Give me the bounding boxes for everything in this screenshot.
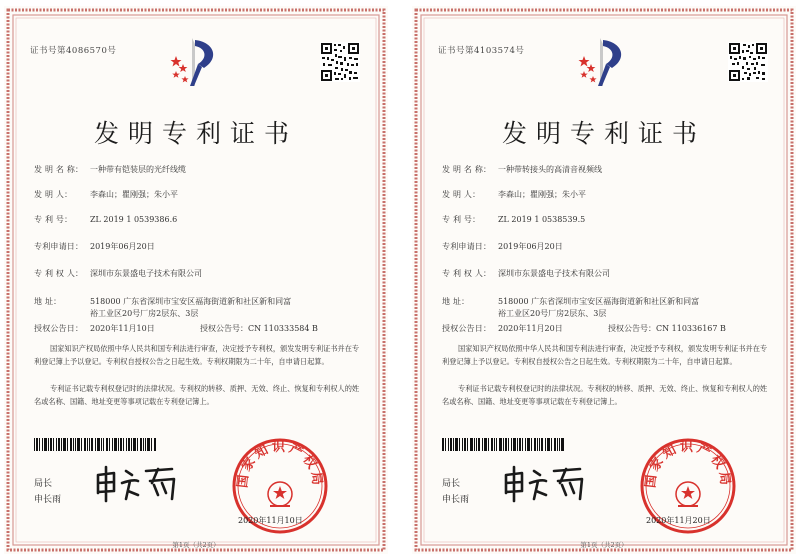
barcode-icon <box>34 438 156 451</box>
certificate-title: 发明专利证书 <box>93 119 298 148</box>
grant-statement: 国家知识产权局依照中华人民共和国专利法进行审查，决定授予专利权，颁发发明专利证书并在专利登记簿上予以登记。专利权自授权公告之日起生效。专利权期限为二十年，自申请日起算。 <box>34 344 360 366</box>
grant-number-row <box>200 323 318 334</box>
invention-name-value: 一种带转接头的高清音视频线 <box>498 165 602 174</box>
grant-number-value: CN 110336167 B <box>656 324 726 333</box>
grant-date-label: 授权公告日： <box>442 324 492 333</box>
patent-number-row <box>442 214 585 225</box>
director-title: 局长 <box>442 479 461 489</box>
certificate-number: 证书号第4086570号 <box>30 46 117 56</box>
patent-number-value: ZL 2019 1 0539386.6 <box>90 215 178 224</box>
invention-name-value: 一种带有铠装层的光纤线缆 <box>90 165 186 174</box>
patentee-value: 深圳市东景盛电子技术有限公司 <box>498 269 610 278</box>
filing-date-row <box>442 241 563 252</box>
patentee-row <box>34 268 202 279</box>
patent-number-label: 专 利 号： <box>442 215 481 224</box>
legal-status-statement: 专利证书记载专利权登记时的法律状况。专利权的转移、质押、无效、终止、恢复和专利权人的姓名或名称、国籍、地址变更等事项记载在专利登记簿上。 <box>442 384 768 406</box>
invention-name-row <box>34 164 186 175</box>
grant-number-row <box>608 323 726 334</box>
director-name: 申长雨 <box>442 495 470 505</box>
grant-number-label: 授权公告号： <box>200 324 248 333</box>
certificate-number: 证书号第4103574号 <box>438 46 525 56</box>
patent-certificate-1 <box>4 6 388 554</box>
inventor-row <box>34 189 178 200</box>
seal-date: 2020年11月20日 <box>646 516 711 525</box>
patentee-label: 专 利 权 人： <box>34 269 84 278</box>
address-row <box>442 296 699 307</box>
filing-date-value: 2019年06月20日 <box>498 242 563 251</box>
seal-text: 国家知识产权局 <box>235 439 325 489</box>
address-row <box>34 296 291 307</box>
barcode-icon <box>442 438 564 451</box>
director-title: 局长 <box>34 479 53 489</box>
seal-date: 2020年11月10日 <box>238 516 303 525</box>
grant-date-row <box>34 323 155 334</box>
signature-icon <box>500 461 600 505</box>
seal-text: 国家知识产权局 <box>643 439 733 489</box>
address-line-2: 裕工业区20号厂房2层东、3层 <box>498 309 607 318</box>
address-label: 地 址： <box>34 297 62 306</box>
filing-date-row <box>34 241 155 252</box>
grant-number-label: 授权公告号： <box>608 324 656 333</box>
address-label: 地 址： <box>442 297 470 306</box>
filing-date-label: 专利申请日： <box>442 242 492 251</box>
grant-number-value: CN 110333584 B <box>248 324 318 333</box>
page-number: 第1页（共2页） <box>172 541 220 549</box>
certificate-title: 发明专利证书 <box>501 119 706 148</box>
patent-number-value: ZL 2019 1 0538539.5 <box>498 215 586 224</box>
svg-text:国家知识产权局 <box>234 439 324 489</box>
patentee-label: 专 利 权 人： <box>442 269 492 278</box>
legal-status-statement: 专利证书记载专利权登记时的法律状况。专利权的转移、质押、无效、终止、恢复和专利权人的姓名或名称、国籍、地址变更等事项记载在专利登记簿上。 <box>34 384 360 406</box>
grant-date-row <box>442 323 563 334</box>
page-number: 第1页（共2页） <box>580 541 628 549</box>
grant-statement: 国家知识产权局依照中华人民共和国专利法进行审查，决定授予专利权，颁发发明专利证书并在专利登记簿上予以登记。专利权自授权公告之日起生效。专利权期限为二十年，自申请日起算。 <box>442 344 768 366</box>
inventor-label: 发 明 人： <box>34 190 73 199</box>
svg-text:国家知识产权局 <box>642 439 732 489</box>
patent-number-label: 专 利 号： <box>34 215 73 224</box>
address-line-2: 裕工业区20号厂房2层东、3层 <box>90 309 199 318</box>
filing-date-label: 专利申请日： <box>34 242 84 251</box>
grant-date-value: 2020年11月10日 <box>90 324 155 333</box>
invention-name-row <box>442 164 602 175</box>
grant-date-label: 授权公告日： <box>34 324 84 333</box>
invention-name-label: 发 明 名 称： <box>442 165 492 174</box>
cnipa-logo-icon <box>572 34 634 90</box>
patentee-row <box>442 268 610 279</box>
signature-icon <box>92 461 192 505</box>
qr-code-icon[interactable] <box>320 42 360 82</box>
grant-date-value: 2020年11月20日 <box>498 324 563 333</box>
director-name: 申长雨 <box>34 495 62 505</box>
patent-certificate-2 <box>412 6 796 554</box>
inventor-value: 李森山；瞿刚强；朱小平 <box>90 190 178 199</box>
inventor-row <box>442 189 586 200</box>
invention-name-label: 发 明 名 称： <box>34 165 84 174</box>
patent-number-row <box>34 214 177 225</box>
filing-date-value: 2019年06月20日 <box>90 242 155 251</box>
inventor-label: 发 明 人： <box>442 190 481 199</box>
patentee-value: 深圳市东景盛电子技术有限公司 <box>90 269 202 278</box>
qr-code-icon[interactable] <box>728 42 768 82</box>
address-line-1: 518000 广东省深圳市宝安区福海街道新和社区新和同富 <box>498 297 700 306</box>
address-line-1: 518000 广东省深圳市宝安区福海街道新和社区新和同富 <box>90 297 292 306</box>
cnipa-logo-icon <box>164 34 226 90</box>
inventor-value: 李森山；瞿刚强；朱小平 <box>498 190 586 199</box>
